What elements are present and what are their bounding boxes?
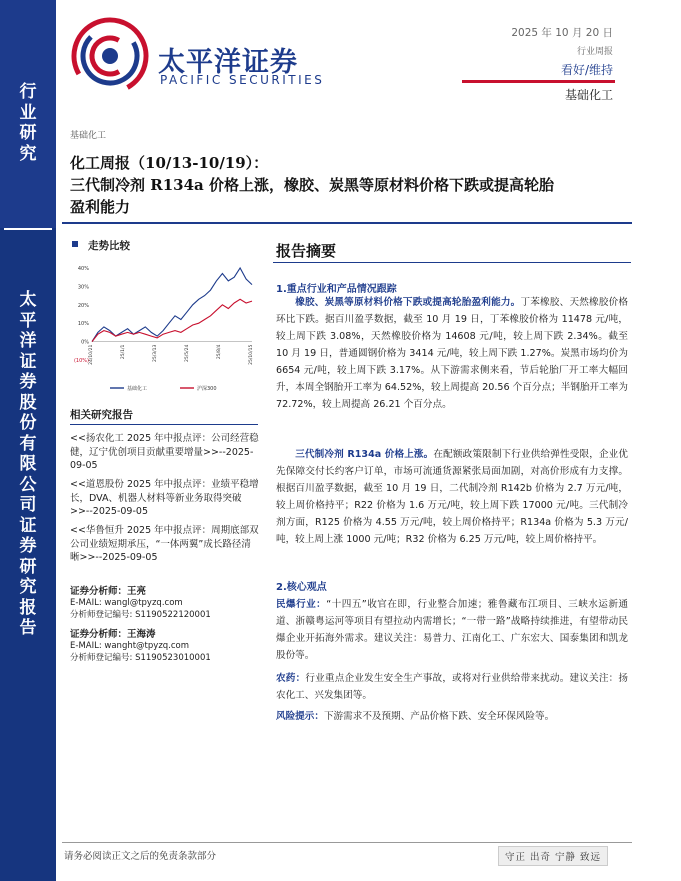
related-reports-heading: 相关研究报告 (70, 409, 133, 421)
section-heading: 1.重点行业和产品情况跟踪 (276, 284, 397, 295)
y-tick-label: 40% (77, 266, 89, 272)
series-line-0 (92, 268, 252, 342)
footer-motto: 守正 出奇 宁静 致远 (498, 846, 608, 866)
paragraph-lead: 民爆行业： (276, 599, 327, 610)
legend-label: 沪深300 (197, 386, 217, 392)
square-bullet-icon (72, 241, 78, 247)
company-logo-icon (70, 16, 150, 96)
trend-chart (70, 262, 260, 398)
analyst-name: 证券分析师：王海涛 (70, 629, 156, 640)
trend-label: 走势比较 (88, 240, 130, 252)
paragraph-body: 行业重点企业发生安全生产事故，或将对行业供给带来扰动。建议关注：扬农化工、兴发集团等。 (276, 673, 629, 701)
title-rule (62, 222, 632, 224)
sidebar-report-category: 行业研究 (19, 82, 37, 164)
x-tick-label: 24/10/21 (89, 344, 94, 365)
abstract-heading: 报告摘要 (276, 242, 337, 260)
abstract-paragraph (276, 446, 628, 548)
footer-disclaimer: 请务必阅读正文之后的免责条款部分 (64, 851, 217, 862)
analyst-email[interactable]: E-MAIL: wangl@tpyzq.com (70, 598, 183, 608)
paragraph-body: 丁苯橡胶、天然橡胶价格环比下跌。据百川盈孚数据，截至 10 月 19 日，丁苯橡胶价格为 11478 元/吨，较上周下跌 3.08%，天然橡胶价格为 14608 元/吨，较上周下跌 2.34%。截至 10 月 19 日，普通圆钢价格为 3414 元/吨，较上周下跌 1.27%。炭黑市场均价为 6654 元/吨，较上周下跌 3.17%。从下游需求侧来看，节后轮胎厂开工率大幅回升，本周全钢胎开工率为 64.52%，较上周提高 20.56 个百分点；半钢胎开工率为 72.72%，较上周提高 26.21 个百分点。 (276, 297, 629, 410)
related-report-item[interactable]: <<道恩股份 2025 年中报点评：业绩平稳增长，DVA、机器人材料等新业务取得突破>>--2025-09-05 (70, 479, 259, 517)
brand-name-en: PACIFIC SECURITIES (160, 73, 325, 87)
paragraph-body: 下游需求不及预期、产品价格下跌、安全环保风险等。 (323, 711, 555, 722)
analyst-license: 分析师登记编号: S1190522120001 (70, 609, 211, 620)
report-title (70, 152, 635, 218)
paragraph-lead: 农药： (276, 673, 306, 684)
section-heading: 2.核心观点 (276, 582, 327, 593)
y-tick-label: 20% (77, 302, 89, 309)
paragraph-body: 在配额政策限制下行业供给弹性受限，企业优先保障交付长约客户订单，市场可流通货源紧张局面加剧，对高价形成有力支撑。根据百川盈孚数据，截至 10 月 19 日，二代制冷剂 R142b 价格为 2.7 万元/吨，较上周价格持平；R22 价格为 1.6 万元/吨，较上周下跌 17000 元/吨。三代制冷剂方面，R125 价格为 4.55 万元/吨，较上周价格持平；R134a 价格为 5.3 万元/吨，较上周上涨 1000 元/吨；R32 价格为 6.25 万元/吨，较上周价格持平。 (276, 449, 628, 545)
series-line-1 (92, 299, 252, 341)
abstract-paragraph (276, 294, 628, 413)
title-line-1: 化工周报（10/13-10/19）： (70, 154, 269, 172)
paragraph-lead: 风险提示： (276, 711, 324, 722)
footer-rule (62, 842, 632, 843)
industry-label: 基础化工 (70, 131, 107, 141)
x-tick-label: 25/5/24 (185, 344, 190, 362)
sidebar-company-label: 太平洋证券股份有限公司证券研究报告 (19, 290, 37, 638)
report-type: 行业周报 (576, 47, 613, 57)
abstract-paragraph (276, 708, 628, 725)
analyst-license: 分析师登记编号: S1190523010001 (70, 652, 211, 663)
legend-label: 基础化工 (127, 386, 148, 392)
abstract-paragraph (276, 670, 628, 704)
investment-rating: 看好/维持 (560, 63, 613, 77)
paragraph-body: “十四五”收官在即，行业整合加速；雅鲁藏布江项目、三峡水运新通道、浙赣粤运河等项目有望拉动内需增长；“一带一路”战略持续推进，有望带动民爆企业开拓海外需求。建议关注：易普力、江南化工、广东宏大、国泰集团和凯龙股份等。 (276, 599, 628, 661)
report-sector: 基础化工 (564, 88, 613, 102)
x-tick-label: 25/10/15 (249, 344, 254, 365)
y-tick-label: (10%) (73, 358, 89, 364)
x-tick-label: 25/3/13 (153, 344, 158, 362)
analyst-card (70, 585, 260, 621)
y-tick-label: 10% (77, 321, 89, 328)
related-report-item[interactable]: <<扬农化工 2025 年中报点评：公司经营稳健，辽宁优创项目贡献重要增量>>--2025-09-05 (70, 433, 259, 471)
related-reports-rule (70, 424, 258, 425)
abstract-paragraph (276, 596, 628, 664)
header-red-rule (462, 80, 615, 83)
paragraph-lead: 橡胶、炭黑等原材料价格下跌或提高轮胎盈利能力。 (295, 297, 521, 308)
x-tick-label: 25/8/4 (217, 344, 222, 360)
analyst-email[interactable]: E-MAIL: wanght@tpyzq.com (70, 641, 190, 651)
title-line-3: 盈利能力 (70, 198, 131, 216)
title-line-2: 三代制冷剂 R134a 价格上涨，橡胶、炭黑等原材料价格下跌或提高轮胎 (70, 176, 554, 194)
report-date: 2025 年 10 月 20 日 (511, 27, 613, 39)
related-report-item[interactable]: <<华鲁恒升 2025 年中报点评：周期底部双公司业绩短期承压，“一体两翼”成长路径清晰>>--2025-09-05 (70, 525, 259, 563)
analyst-name: 证券分析师：王亮 (70, 586, 147, 597)
analyst-card (70, 628, 260, 664)
x-tick-label: 25/1/1 (121, 344, 126, 360)
y-tick-label: 0% (81, 339, 89, 346)
abstract-rule (273, 262, 631, 263)
brand-name-cn: 太平洋证券 (158, 47, 298, 78)
y-tick-label: 30% (77, 284, 89, 291)
sidebar-divider (4, 228, 52, 230)
paragraph-lead: 三代制冷剂 R134a 价格上涨。 (295, 449, 434, 460)
